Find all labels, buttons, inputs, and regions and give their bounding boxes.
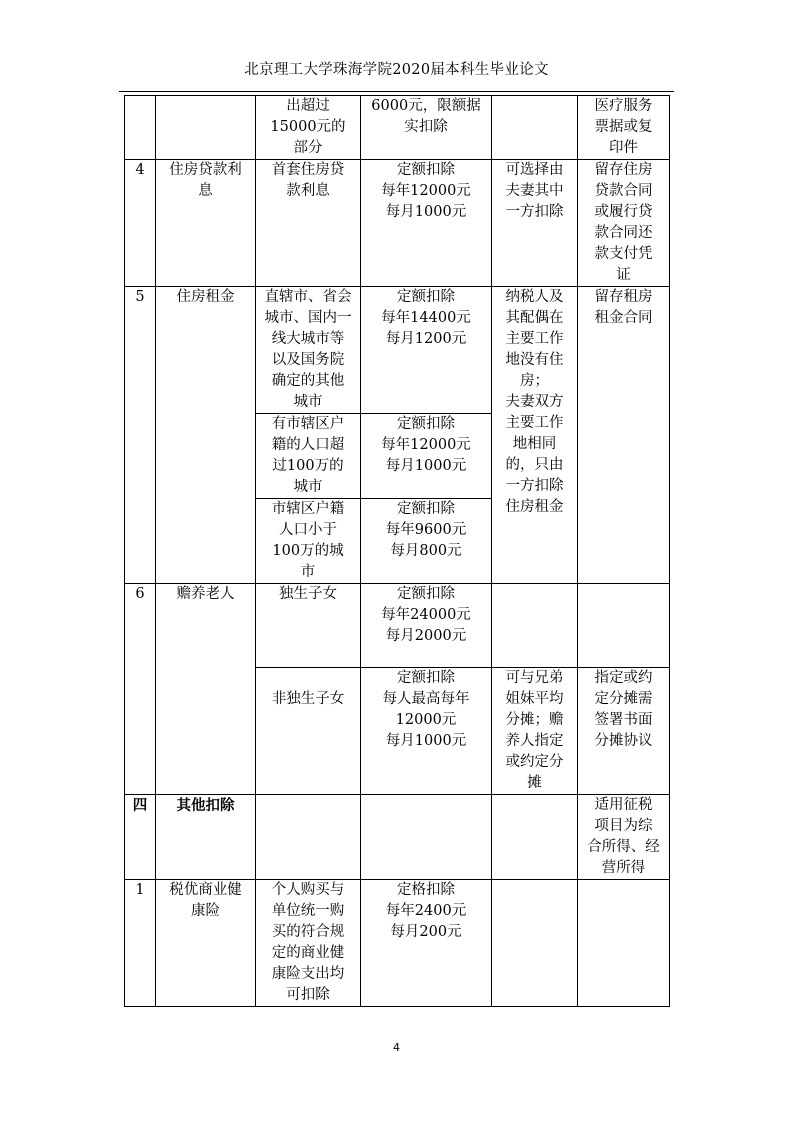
cell-note <box>492 880 578 1007</box>
cell-condition: 有市辖区户 籍的人口超 过100万的 城市 <box>256 414 361 499</box>
cell-standard: 定额扣除 每年9600元 每月800元 <box>361 499 492 584</box>
table-row <box>125 880 670 1007</box>
cell-condition: 市辖区户籍 人口小于 100万的城 市 <box>256 499 361 584</box>
cell-condition: 个人购买与 单位统一购 买的符合规 定的商业健 康险支出均 可扣除 <box>256 880 361 1007</box>
header-rule <box>119 91 674 92</box>
table-row <box>125 96 670 160</box>
cell-note <box>492 795 578 880</box>
cell-item: 其他扣除 <box>156 795 256 880</box>
cell-condition: 出超过 15000元的 部分 <box>256 96 361 160</box>
cell-item <box>156 96 256 160</box>
table-row <box>125 287 670 414</box>
page-header: 北京理工大学珠海学院2020届本科生毕业论文 <box>244 62 549 78</box>
cell-doc: 医疗服务 票据或复 印件 <box>578 96 670 160</box>
cell-standard <box>361 795 492 880</box>
page-number: 4 <box>393 1041 400 1054</box>
table-row <box>125 160 670 287</box>
cell-doc: 留存住房 贷款合同 或履行贷 款合同还 款支付凭 证 <box>578 160 670 287</box>
cell-standard: 定额扣除 每年14400元 每月1200元 <box>361 287 492 414</box>
cell-condition <box>256 795 361 880</box>
cell-doc <box>578 880 670 1007</box>
cell-num <box>125 96 156 160</box>
table-row <box>125 584 670 668</box>
cell-condition: 独生子女 <box>256 584 361 668</box>
cell-item: 税优商业健 康险 <box>156 880 256 1007</box>
cell-num: 6 <box>125 584 156 795</box>
cell-doc: 留存租房 租金合同 <box>578 287 670 584</box>
cell-note <box>492 96 578 160</box>
cell-standard: 定额扣除 每年24000元 每月2000元 <box>361 584 492 668</box>
cell-standard: 定格扣除 每年2400元 每月200元 <box>361 880 492 1007</box>
cell-condition: 非独生子女 <box>256 668 361 795</box>
cell-item: 赡养老人 <box>156 584 256 795</box>
cell-note: 可选择由 夫妻其中 一方扣除 <box>492 160 578 287</box>
cell-condition: 首套住房贷 款利息 <box>256 160 361 287</box>
cell-num: 4 <box>125 160 156 287</box>
cell-doc: 适用征税 项目为综 合所得、经 营所得 <box>578 795 670 880</box>
table-row <box>125 795 670 880</box>
cell-item: 住房租金 <box>156 287 256 584</box>
cell-doc <box>578 584 670 668</box>
cell-doc: 指定或约 定分摊需 签署书面 分摊协议 <box>578 668 670 795</box>
cell-standard: 定额扣除 每年12000元 每月1000元 <box>361 414 492 499</box>
cell-standard: 定额扣除 每人最高每年 12000元 每月1000元 <box>361 668 492 795</box>
cell-num: 1 <box>125 880 156 1007</box>
cell-standard: 定额扣除 每年12000元 每月1000元 <box>361 160 492 287</box>
cell-item: 住房贷款利 息 <box>156 160 256 287</box>
cell-condition: 直辖市、省会 城市、国内一 线大城市等 以及国务院 确定的其他 城市 <box>256 287 361 414</box>
cell-note <box>492 584 578 668</box>
cell-note: 纳税人及 其配偶在 主要工作 地没有住 房； 夫妻双方 主要工作 地相同 的，只由 一方扣除 住房租金 <box>492 287 578 584</box>
cell-num: 四 <box>125 795 156 880</box>
cell-num: 5 <box>125 287 156 584</box>
cell-standard: 6000元，限额据 实扣除 <box>361 96 492 160</box>
cell-note: 可与兄弟 姐妹平均 分摊；赡 养人指定 或约定分 摊 <box>492 668 578 795</box>
deduction-table <box>124 95 670 1007</box>
